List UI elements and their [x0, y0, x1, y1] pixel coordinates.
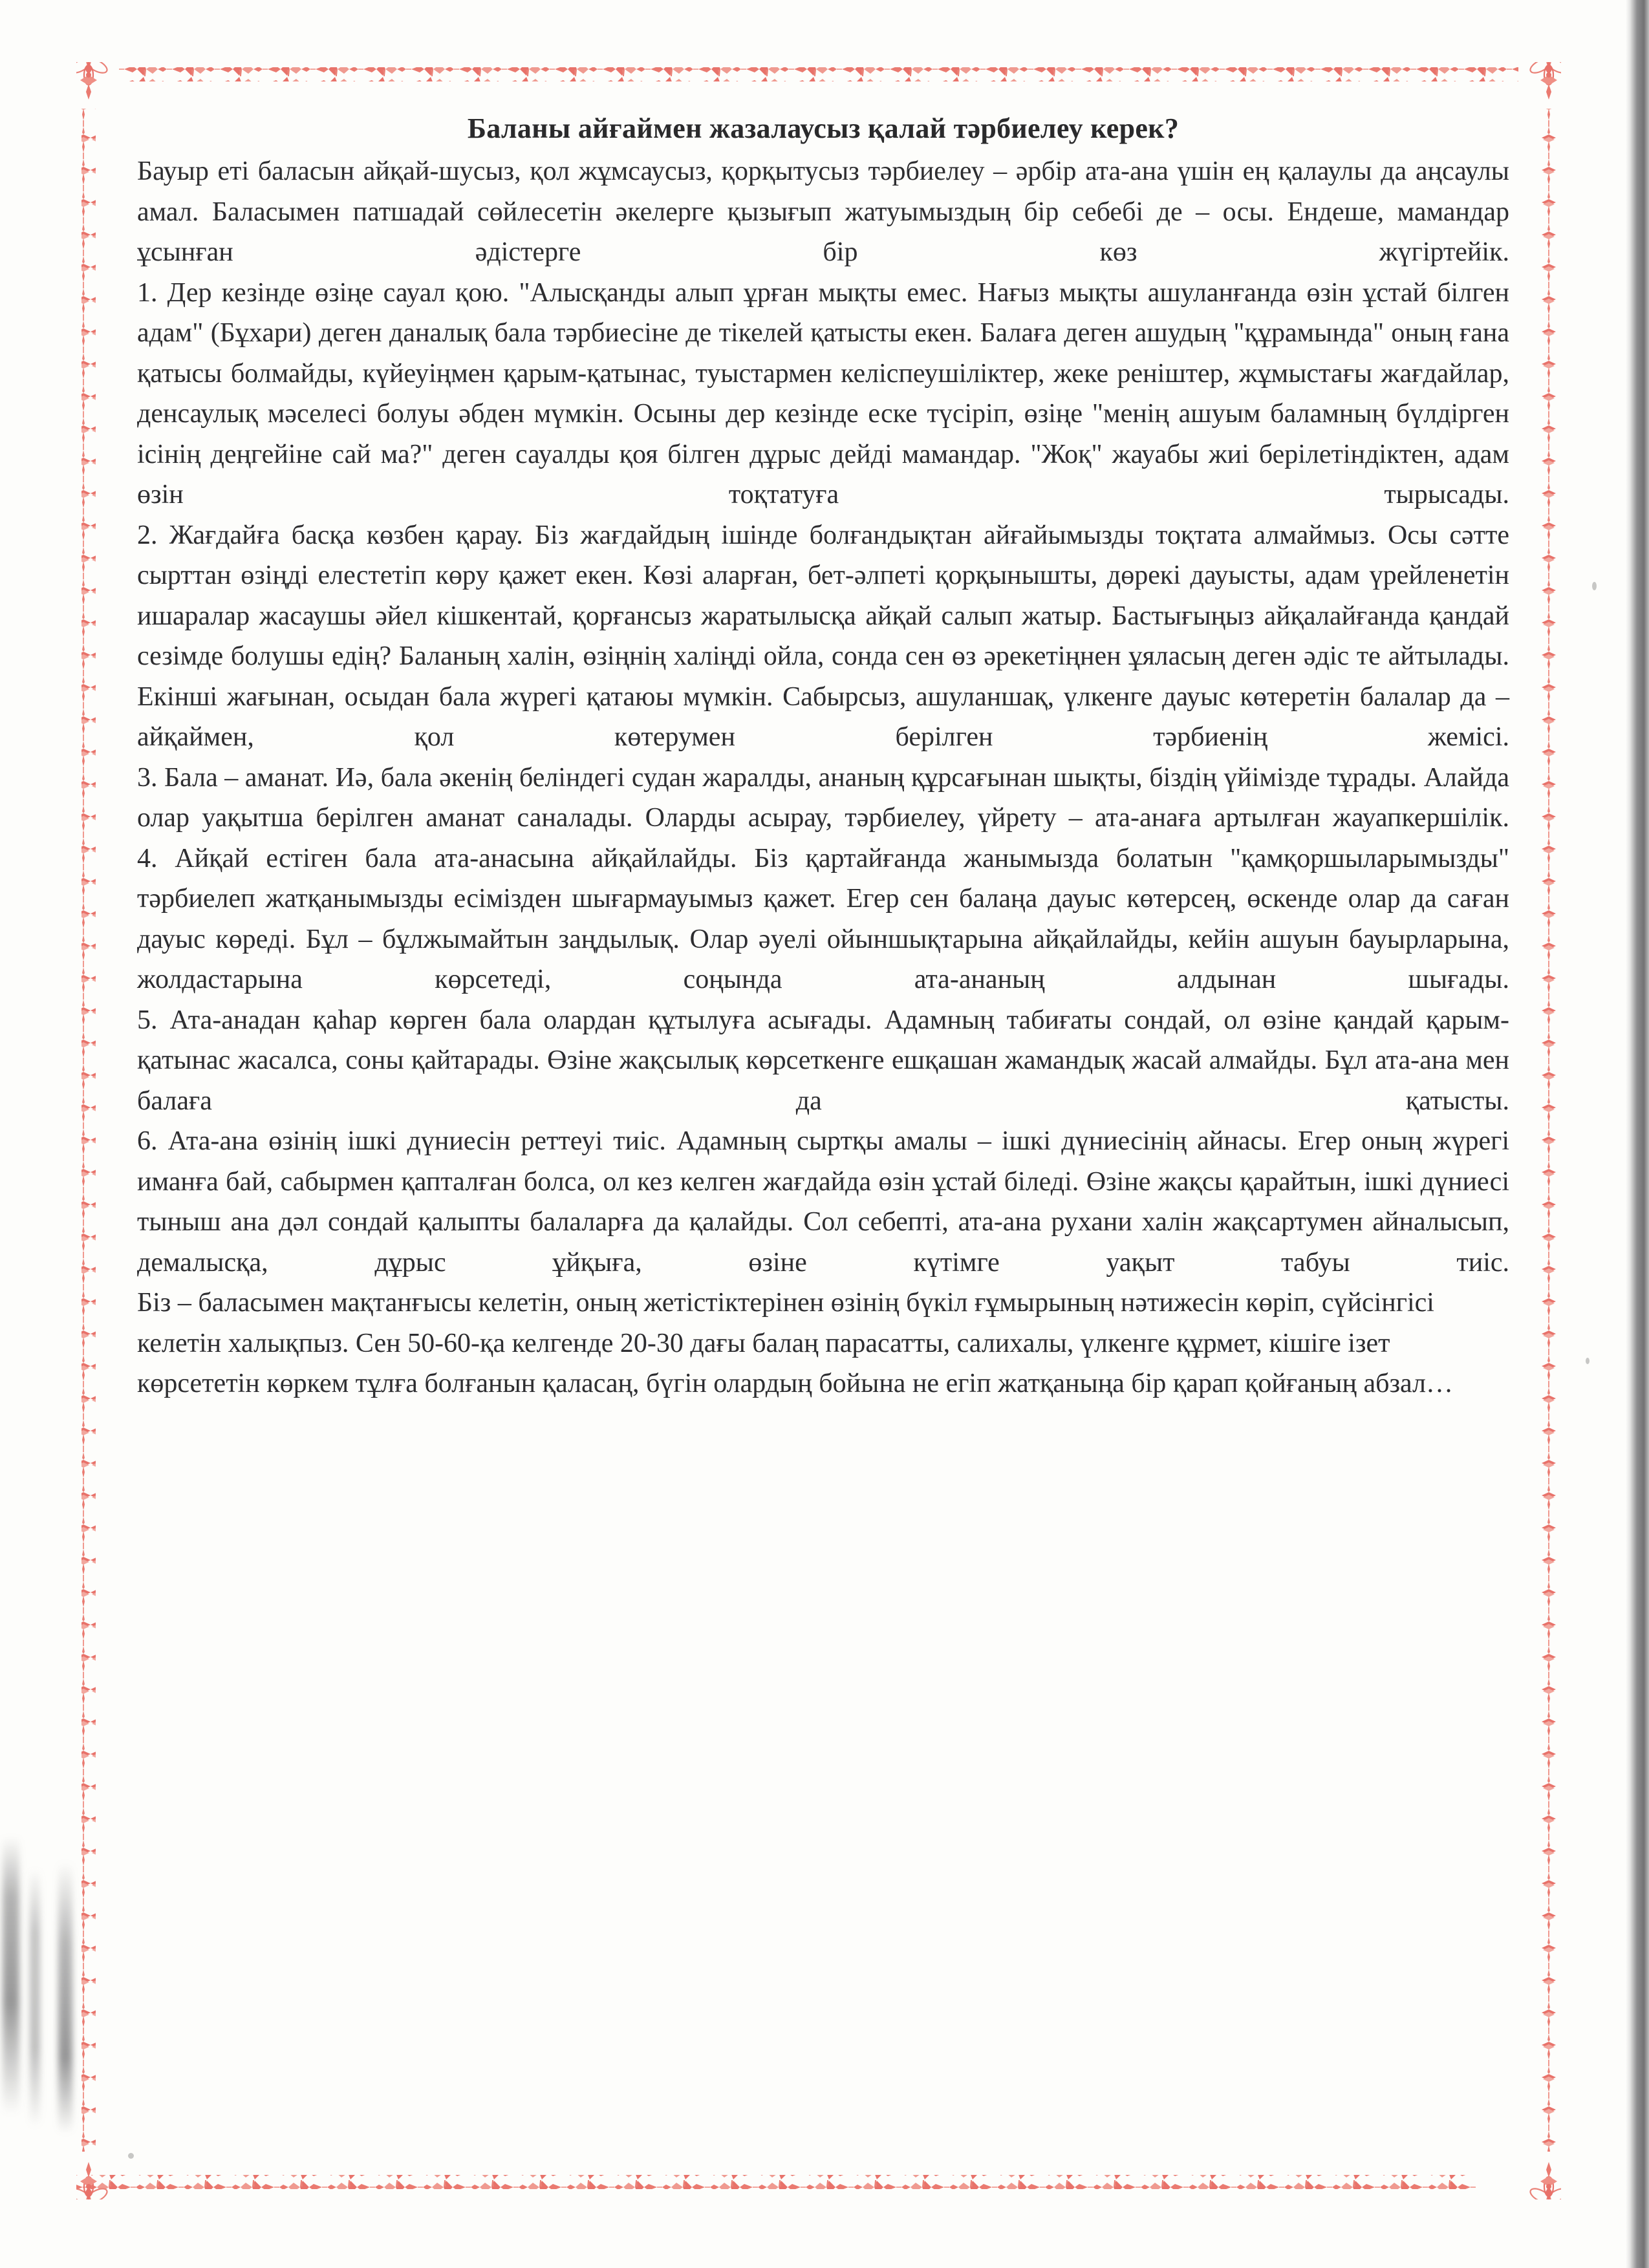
scan-smudge-artifact — [3, 1836, 19, 2114]
paragraph-point-3: 3. Бала – аманат. Иә, бала әкенің беліндегі судан жаралды, ананың құрсағынан шықты, біздің үйімізде тұрады. Алайда олар уақытша берілген аманат саналады. Оларды асырау, тәрбиелеу, үйрету – ата-анаға артылған жауапкершілік. — [137, 762, 1509, 833]
paragraph-closing: Біз – баласымен мақтанғысы келетін, оның жетістіктерінен өзінің бүкіл ғұмырының нәтижесін көріп, сүйсінгісі келетін халықпыз. Сен 50-60-қа келгенде 20-30 дағы балаң парасатты, салихалы, үлкенге құрмет, кішіге ізет көрсететін көркем тұлға болғанын қаласаң, бүгін олардың бойына не егіп жатқаныңа бір қарап қойғаның абзал… — [137, 1288, 1454, 1398]
scan-speck-artifact — [1586, 1358, 1590, 1364]
paragraph-point-6: 6. Ата-ана өзінің ішкі дүниесін реттеуі тиіс. Адамның сыртқы амалы – ішкі дүниесінің айнасы. Егер оның жүрегі иманға бай, сабырмен қапталған болса, ол кез келген жағдайда өзін ұстай біледі. Өзіне жақсы қарайтын, ішкі дүниесі тыныш ана дәл сондай қалыпты балаларға да қалайды. Сол себепті, ата-ана рухани халін жақсартумен айналысып, демалысқа, дұрыс ұйқыға, өзіне күтімге уақыт табуы тиіс. — [137, 1126, 1509, 1278]
paragraph-point-5: 5. Ата-анадан қаһар көрген бала олардан құтылуға асығады. Адамның табиғаты сондай, ол өзіне қандай қарым-қатынас жасалса, соны қайтарады. Өзіне жақсылық көрсеткенге ешқашан жамандық жасай алмайды. Бұл ата-ана мен балаға да қатысты. — [137, 1005, 1509, 1116]
paragraph-point-4: 4. Айқай естіген бала ата-анасына айқайлайды. Біз қартайғанда жанымызда болатын "қамқоршыларымызды" тәрбиелеп жатқанымызды есімізден шығармауымыз қажет. Егер сен балаңа дауыс көтерсең, өскенде олар да саған дауыс көреді. Бұл – бұлжымайтын заңдылық. Олар әуелі ойыншықтарына айқайлайды, кейін ашуын бауырларына, жолдастарына көрсетеді, соңында ата-ананың алдынан шығады. — [137, 843, 1509, 994]
scanner-edge-shadow — [1626, 0, 1649, 2268]
scan-speck-artifact — [128, 2153, 134, 2159]
paragraph-point-1: 1. Дер кезінде өзіңе сауал қою. "Алысқанды алып ұрған мықты емес. Нағыз мықты ашуланғанда өзін ұстай білген адам" (Бұхари) деген даналық бала тәрбиесіне де тікелей қатысты екен. Балаға деген ашудың "құрамында" оның ғана қатысы болмайды, күйеуіңмен қарым-қатынас, туыстармен келіспеушіліктер, жеке реніштер, жұмыстағы жағдайлар, денсаулық мәселесі болуы әбден мүмкін. Осыны дер кезінде еске түсіріп, өзіңе "менің ашуым баламның бүлдірген ісінің деңгейіне сай ма?" деген сауалды қоя білген дұрыс дейді мамандар. "Жоқ" жауабы жиі берілетіндіктен, адам өзін тоқтатуға тырысады. — [137, 277, 1509, 509]
scan-speck-artifact — [1592, 582, 1597, 590]
paragraph-intro: Бауыр еті баласын айқай-шусыз, қол жұмсаусыз, қорқытусыз тәрбиелеу – әрбір ата-ана үшін ең қалаулы да аңсаулы амал. Баласымен патшадай сөйлесетін әкелерге қызығып жатуымыздың бір себебі де – осы. Ендеше, мамандар ұсынған әдістерге бір көз жүгіртейік. — [137, 156, 1509, 267]
paragraph-point-2: 2. Жағдайға басқа көзбен қарау. Біз жағдайдың ішінде болғандықтан айғайымызды тоқтата алмаймыз. Осы сәтте сырттан өзіңді елестетіп көру қажет екен. Көзі аларған, бет-әлпеті қорқынышты, дөрекі дауысты, адам үрейленетін ишаралар жасаушы әйел кішкентай, қорғансыз жаратылысқа айқай салып жатыр. Бастығыңыз айқалайғанда қандай сезімде болушы едің? Баланың халін, өзіңнің халіңді ойла, сонда сен өз әрекетіңнен ұяласың деген әдіс те айтылады. Екінші жағынан, осыдан бала жүрегі қатаюы мүмкін. Сабырсыз, ашуланшақ, үлкенге дауыс көтеретін балалар да – айқаймен, қол көтерумен берілген тәрбиенің жемісі. — [137, 520, 1509, 752]
document-text-body — [137, 109, 1509, 1404]
scan-smudge-artifact — [58, 1862, 72, 2134]
page-title: Баланы айғаймен жазалаусыз қалай тәрбиелеу керек? — [467, 112, 1180, 144]
scan-smudge-artifact — [30, 1868, 40, 2127]
